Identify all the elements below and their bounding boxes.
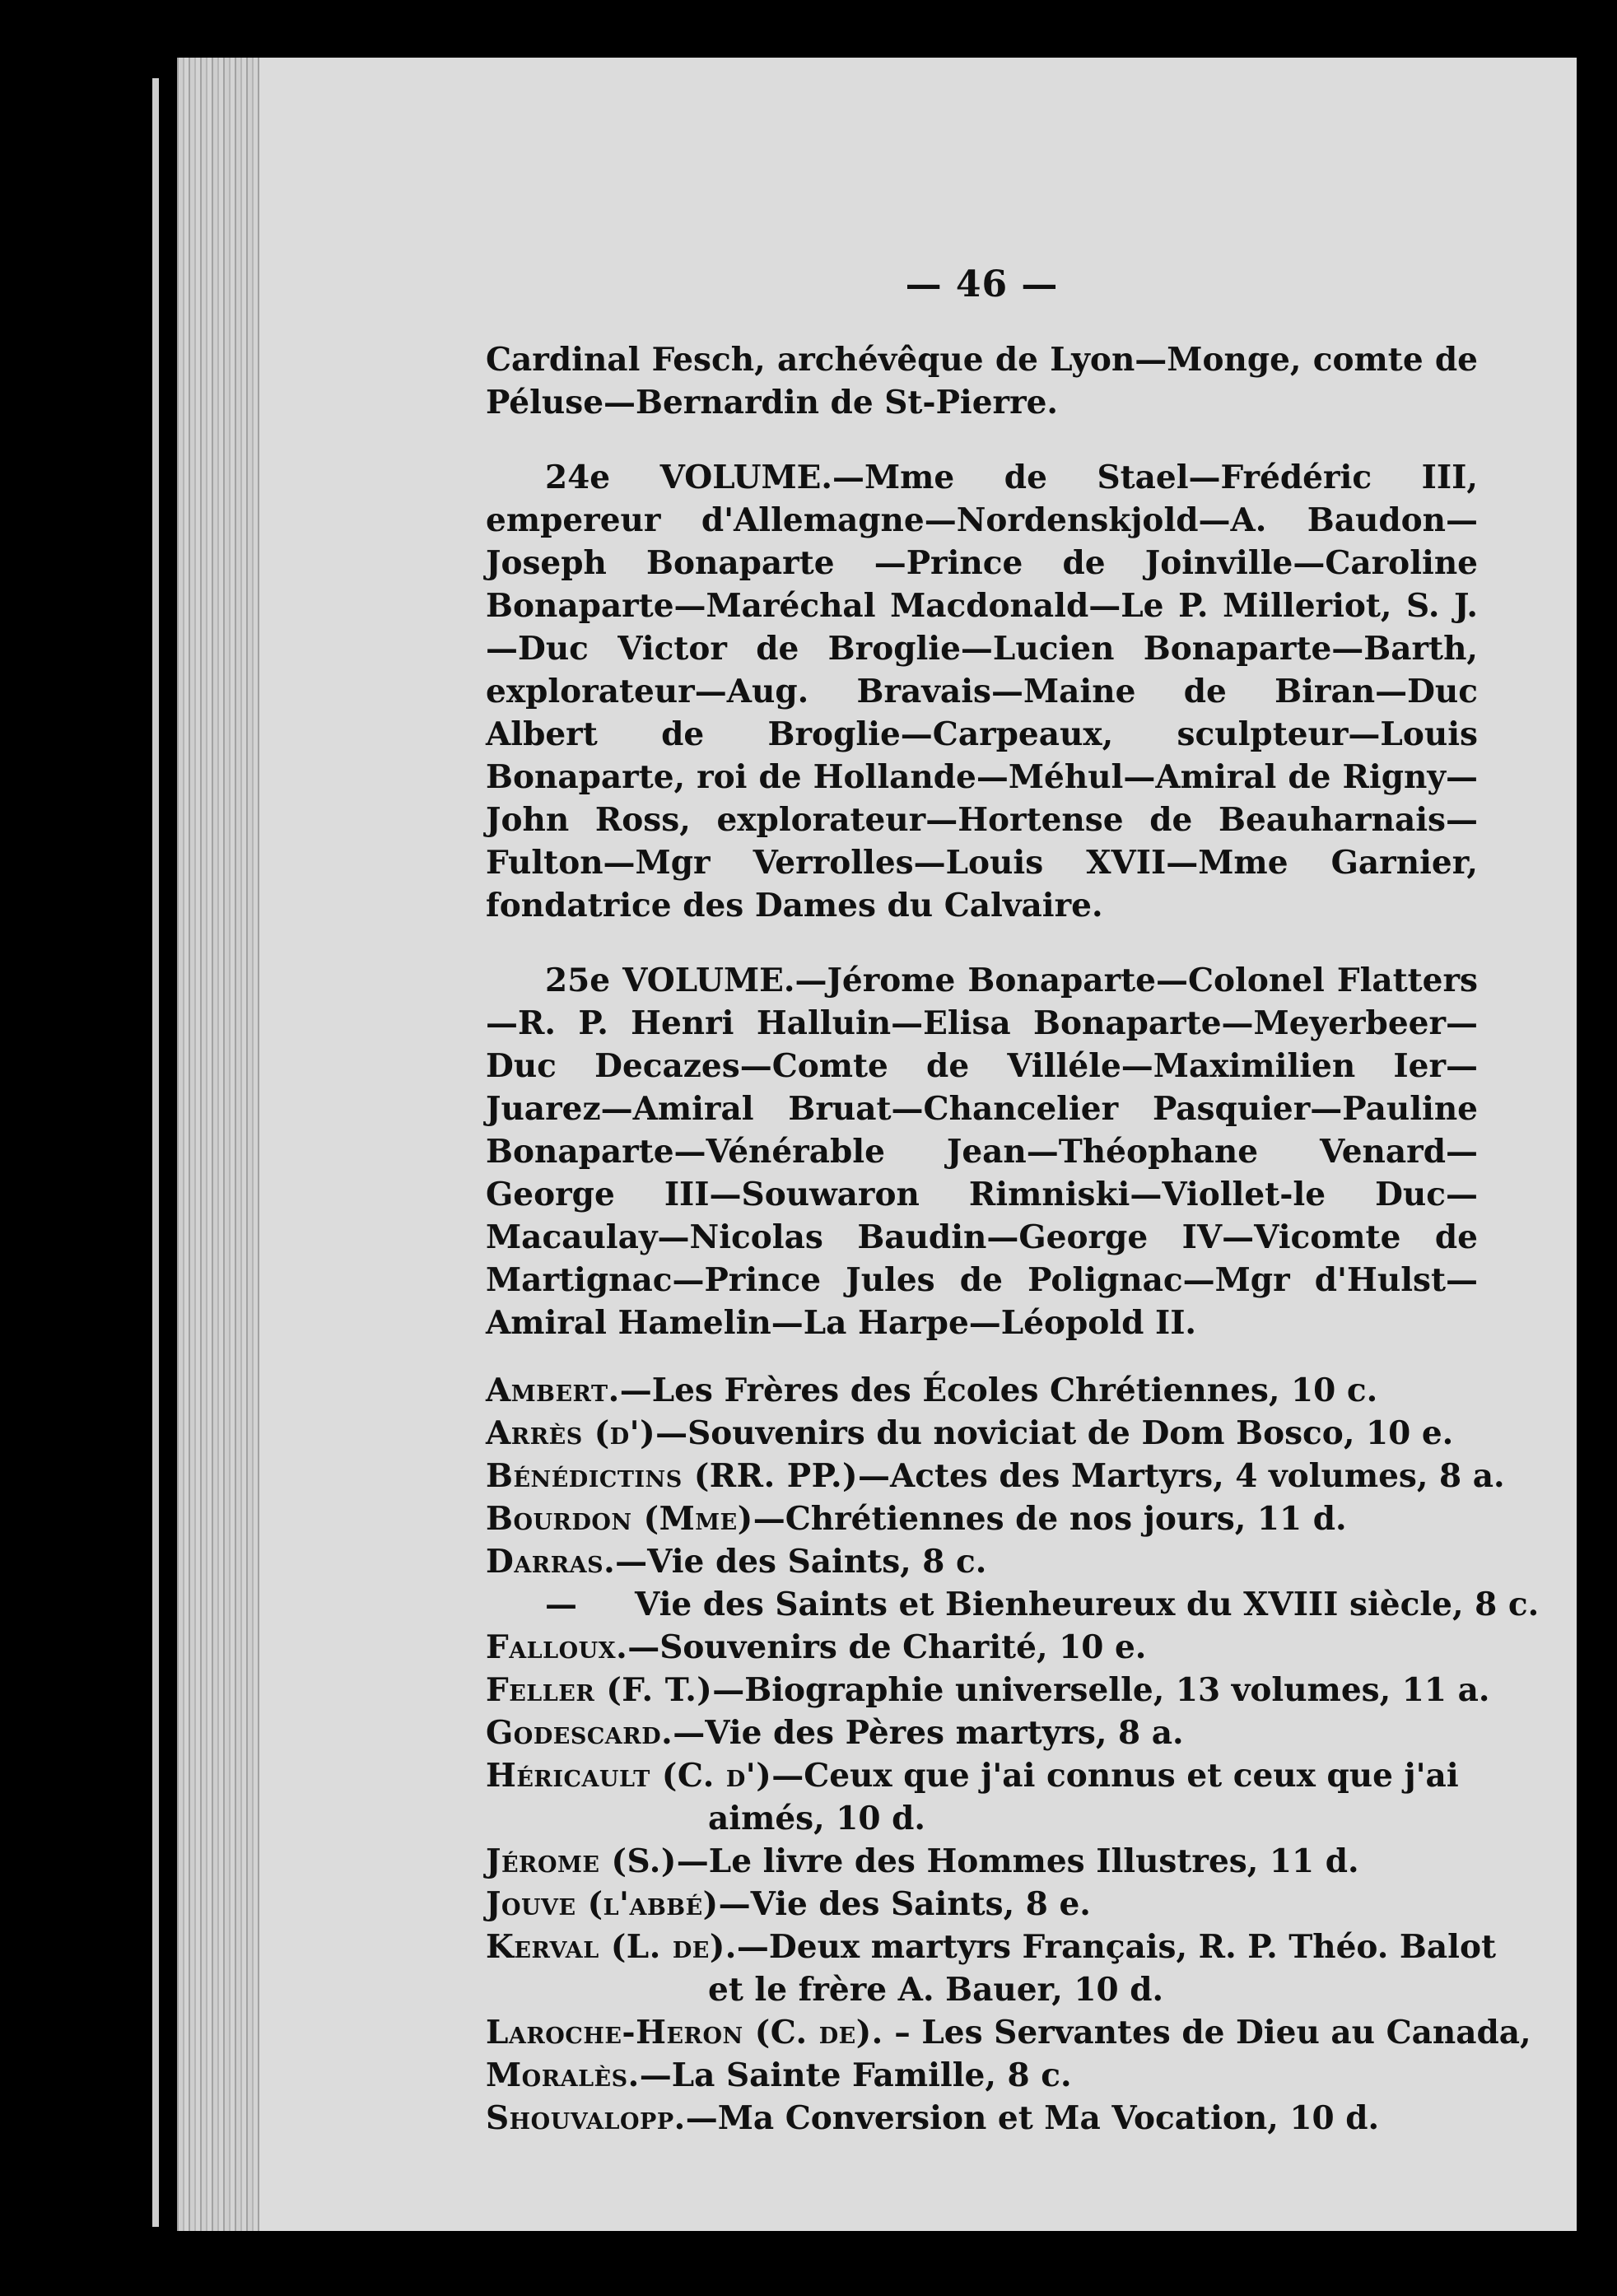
- catalog-entry-ambert: [486, 1369, 1478, 1412]
- entry-text: —La Sainte Famille, 8 c.: [639, 2056, 1072, 2094]
- author-name: Jouve (l'abbé): [486, 1885, 719, 1923]
- catalog-entry-laroche-heron: [486, 2011, 1531, 2054]
- volume-24-paragraph: 24e VOLUME.—Mme de Stael—Frédéric III, empereur d'Allemagne—Nordenskjold—A. Baudon—Joseph Bonaparte —Prince de Joinville—Caroline Bonaparte—Maréchal Macdonald—Le P. Milleriot, S. J.—Duc Victor de Broglie—Lucien Bonaparte—Barth, explorateur—Aug. Bravais—Maine de Biran—Duc Albert de Broglie—Carpeaux, sculpteur—Louis Bonaparte, roi de Hollande—Méhul—Amiral de Rigny—John Ross, explorateur—Hortense de Beauharnais—Fulton—Mgr Verrolles—Louis XVII—Mme Garnier, fondatrice des Dames du Calvaire.: [486, 459, 1478, 924]
- entry-text: —Vie des Saints, 8 e.: [718, 1885, 1091, 1923]
- catalog-entry-darras: [486, 1540, 1478, 1583]
- catalog-entry-feller: [486, 1669, 1490, 1712]
- entry-text: —Souvenirs du noviciat de Dom Bosco, 10 e.: [655, 1414, 1454, 1452]
- entry-text: —Souvenirs de Charité, 10 e.: [627, 1628, 1147, 1666]
- page-number: — 46 —: [905, 263, 1059, 305]
- entry-text: —Chrétiennes de nos jours, 11 d.: [753, 1500, 1347, 1538]
- entry-text: Vie des Saints et Bienheureux du XVIII siècle, 8 c.: [635, 1586, 1540, 1623]
- entry-text: – Les Servantes de Dieu au Canada,: [883, 2014, 1531, 2051]
- catalog-entry-falloux: [486, 1626, 1478, 1669]
- entry-text: —Deux martyrs Français, R. P. Théo. Balot: [736, 1928, 1496, 1966]
- author-name: Arrès (d'): [486, 1414, 656, 1452]
- entry-text: —Ceux que j'ai connus et ceux que j'ai: [771, 1757, 1459, 1795]
- dash-marker: —: [545, 1586, 577, 1623]
- intro-paragraph: Cardinal Fesch, archévêque de Lyon—Monge, comte de Péluse—Bernardin de St-Pierre.: [486, 341, 1478, 421]
- author-name: Darras.: [486, 1543, 616, 1581]
- entry-text: —Biographie universelle, 13 volumes, 11 a.: [712, 1671, 1490, 1709]
- author-name: Bourdon (Mme): [486, 1500, 753, 1538]
- author-name: Feller (F. T.): [486, 1671, 713, 1709]
- catalog-entry-morales: [486, 2054, 1478, 2097]
- author-name: Falloux.: [486, 1628, 628, 1666]
- author-name: Moralès.: [486, 2056, 640, 2094]
- entry-text: —Vie des Saints, 8 c.: [615, 1543, 987, 1581]
- catalog-entry-kerval: [486, 1926, 1496, 2011]
- page-text: [486, 263, 1540, 2140]
- author-name: Laroche-Heron (C. de).: [486, 2014, 883, 2051]
- entry-text: —Les Frères des Écoles Chrétiennes, 10 c.: [619, 1372, 1378, 1409]
- catalog-entry-arres: [486, 1412, 1478, 1455]
- catalog-entry-darras-continued: [545, 1583, 1540, 1626]
- catalog-entry-benedictins: [486, 1455, 1505, 1497]
- catalog-entry-jerome: [486, 1840, 1478, 1883]
- author-name: Bénédictins (RR. PP.): [486, 1457, 858, 1495]
- page-binding-shadow: [177, 58, 259, 2231]
- author-name: Shouvalopp.: [486, 2099, 686, 2137]
- author-name: Héricault (C. d'): [486, 1757, 772, 1795]
- entry-text: —Le livre des Hommes Illustres, 11 d.: [676, 1842, 1359, 1880]
- entry-text: —Ma Conversion et Ma Vocation, 10 d.: [685, 2099, 1380, 2137]
- author-name: Jérome (S.): [486, 1842, 677, 1880]
- author-name: Kerval (L. de).: [486, 1928, 737, 1966]
- catalog-entry-godescard: [486, 1712, 1478, 1754]
- binding-edge: [152, 78, 159, 2227]
- entry-text: —Actes des Martyrs, 4 volumes, 8 a.: [857, 1457, 1505, 1495]
- catalog-entry-hericault: [486, 1754, 1478, 1840]
- author-name: Ambert.: [486, 1372, 620, 1409]
- volume-25-paragraph: 25e VOLUME.—Jérome Bonaparte—Colonel Flatters—R. P. Henri Halluin—Elisa Bonaparte—Meyerbeer—Duc Decazes—Comte de Villéle—Maximilien Ier—Juarez—Amiral Bruat—Chancelier Pasquier—Pauline Bonaparte—Vénérable Jean—Théophane Venard—George III—Souwaron Rimniski—Viollet-le Duc—Macaulay—Nicolas Baudin—George IV—Vicomte de Martignac—Prince Jules de Polignac—Mgr d'Hulst—Amiral Hamelin—La Harpe—Léopold II.: [486, 962, 1478, 1342]
- author-name: Godescard.: [486, 1714, 673, 1752]
- entry-continuation: aimés, 10 d.: [708, 1800, 925, 1837]
- catalog-entry-jouve: [486, 1883, 1478, 1926]
- catalog-entry-shouvalopp: [486, 2097, 1478, 2140]
- entry-continuation: et le frère A. Bauer, 10 d.: [708, 1971, 1164, 2009]
- catalog-list: [486, 1369, 1540, 2140]
- entry-text: —Vie des Pères martyrs, 8 a.: [673, 1714, 1184, 1752]
- catalog-entry-bourdon: [486, 1497, 1478, 1540]
